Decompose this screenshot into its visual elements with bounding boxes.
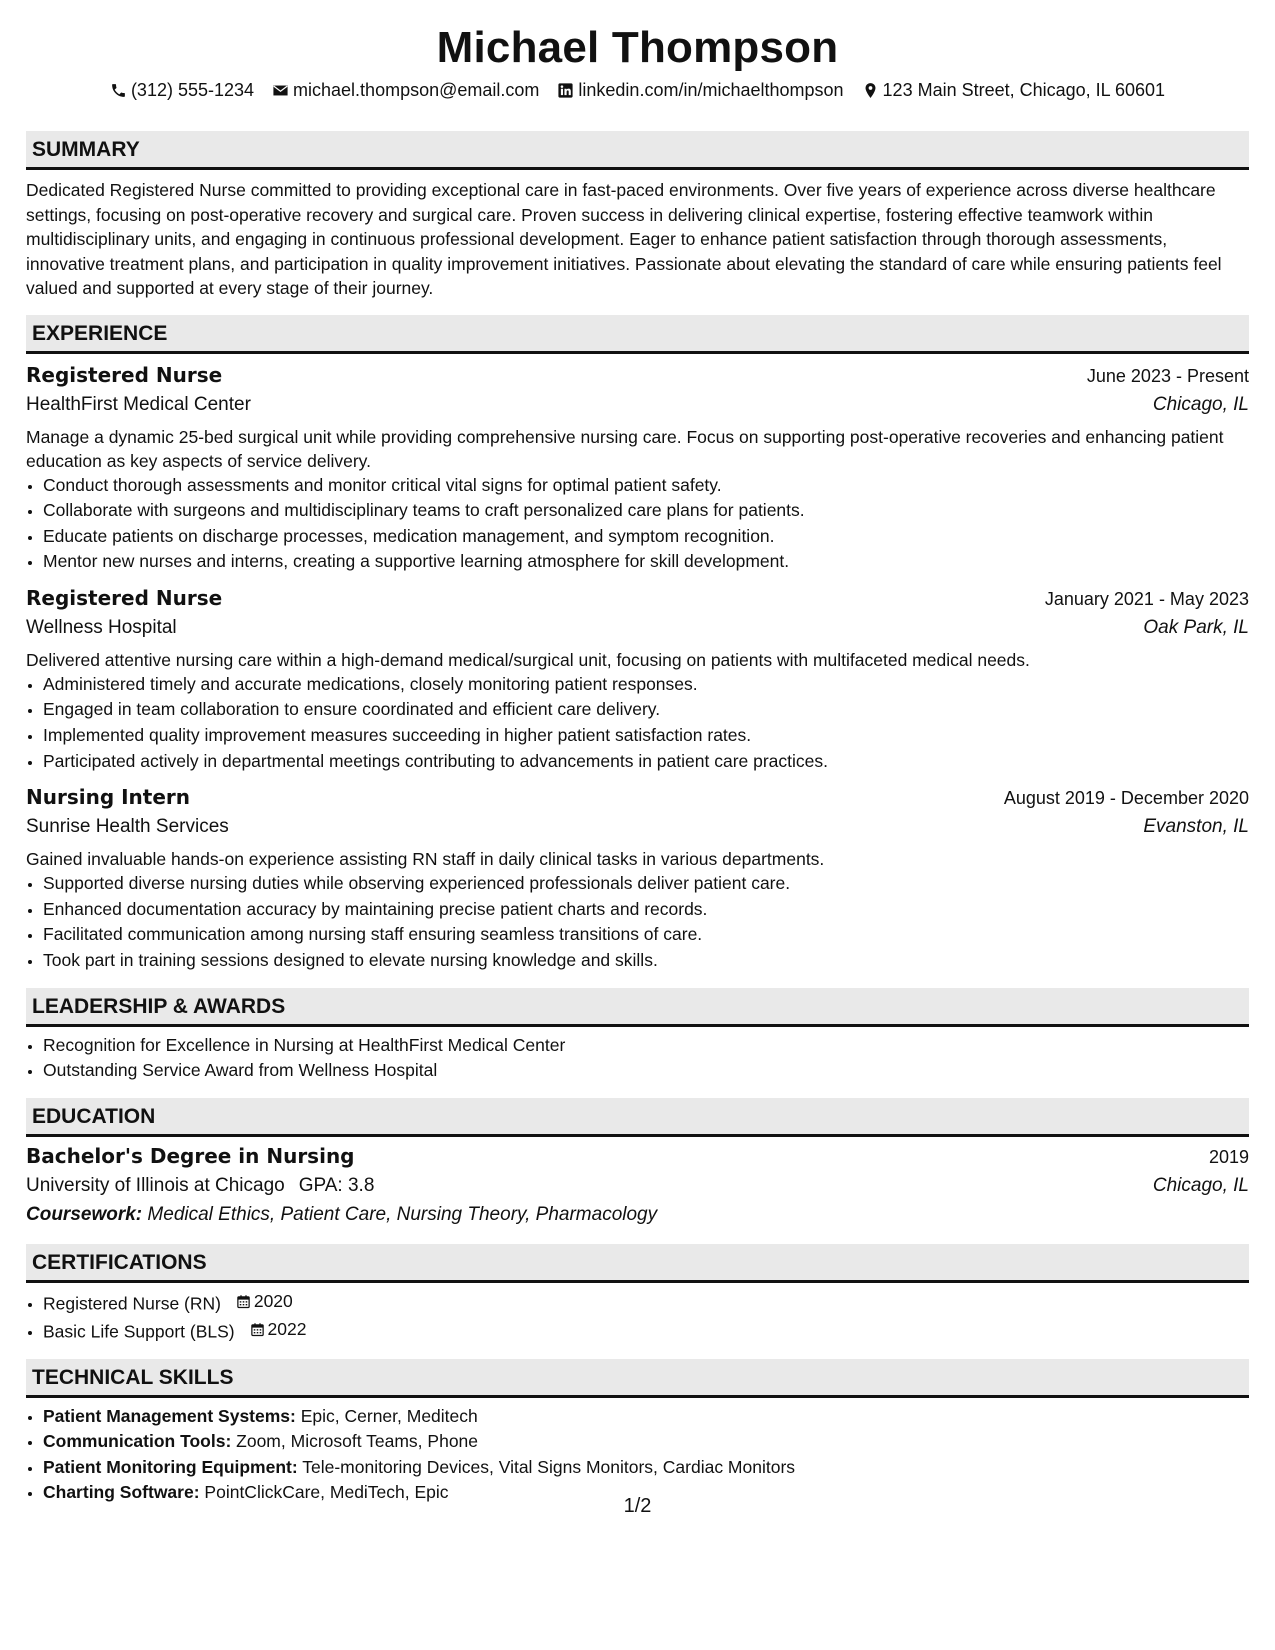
job-organization: HealthFirst Medical Center [26,393,251,415]
list-item [43,1455,1249,1481]
contact-phone [110,78,254,102]
skill-category: Charting Software: [43,1482,200,1503]
list-item: • Educate patients on discharge processes, medication management, and symptom recognition. [43,524,1249,550]
skill-values: PointClickCare, MediTech, Epic [204,1482,449,1503]
job-bullets [26,473,1249,575]
list-item [43,1289,1249,1317]
job-location: Chicago, IL [1152,393,1249,415]
degree-title: Bachelor's Degree in Nursing [26,1143,355,1168]
skill-category: Patient Management Systems: [43,1405,296,1426]
skill-values: Epic, Cerner, Meditech [300,1405,478,1426]
section-heading-summary: SUMMARY [26,131,1249,170]
job-dates: August 2019 - December 2020 [1003,788,1249,809]
skills-list [26,1404,1249,1506]
list-item: • Implemented quality improvement measures succeeding in higher patient satisfaction rates. [43,723,1249,749]
certification-date [250,1317,307,1343]
summary-text: Dedicated Registered Nurse committed to providing exceptional care in fast-paced environments. Over five years of experience across diverse healthcare settings, focusing on post-operative recovery and surgical care. Proven success in delivering clinical expertise, fostering effective teamwork within multidisciplinary units, and engaging in continuous professional development. Eager to enhance patient satisfaction through thorough assessments, innovative treatment plans, and participation in quality improvement initiatives. Passionate about elevating the standard of care while ensuring patients feel valued and supported at every stage of their journey. [26,180,1222,298]
candidate-name: Michael Thompson [436,23,839,72]
job-organization: Wellness Hospital [26,616,177,638]
education-section [26,1098,1249,1230]
certification-name: Basic Life Support (BLS) [43,1321,235,1341]
section-heading-skills: TECHNICAL SKILLS [26,1359,1249,1398]
certifications-list [26,1289,1249,1345]
skill-category: Patient Monitoring Equipment: [43,1456,298,1477]
graduation-year: 2019 [1208,1146,1249,1167]
section-heading-education: EDUCATION [26,1098,1249,1137]
job-bullets [26,871,1249,973]
contact-linkedin[interactable] [557,78,843,102]
skill-values: Zoom, Microsoft Teams, Phone [236,1431,479,1452]
coursework-label: Coursework: [26,1203,143,1225]
experience-section [26,315,1249,974]
awards-section [26,988,1249,1084]
phone-number: (312) 555-1234 [130,80,255,100]
job-entry [26,583,1249,774]
certification-name: Registered Nurse (RN) [43,1293,221,1314]
envelope-icon [272,82,289,99]
job-title: Registered Nurse [26,585,223,610]
phone-icon [110,82,127,99]
list-item [43,1317,1249,1345]
school-location: Chicago, IL [1152,1174,1249,1196]
list-item [43,1429,1249,1455]
list-item: • Facilitated communication among nursing staff ensuring seamless transitions of care. [43,922,1249,948]
linkedin-icon [557,82,574,99]
section-heading-awards: LEADERSHIP & AWARDS [26,988,1249,1027]
school-line [26,1172,374,1200]
address-text: 123 Main Street, Chicago, IL 60601 [882,80,1166,100]
section-heading-experience: EXPERIENCE [26,315,1249,354]
job-dates: January 2021 - May 2023 [1044,588,1249,609]
contact-address [862,78,1166,102]
job-description: Gained invaluable hands-on experience assisting RN staff in daily clinical tasks in various departments. [26,849,825,870]
certification-date [236,1289,293,1315]
list-item: • Enhanced documentation accuracy by maintaining precise patient charts and records. [43,897,1249,923]
school-name: University of Illinois at Chicago [26,1174,285,1196]
list-item: • Conduct thorough assessments and monitor critical vital signs for optimal patient safety. [43,473,1249,499]
list-item: • Mentor new nurses and interns, creating a supportive learning atmosphere for skill development. [43,549,1249,575]
awards-list [26,1033,1249,1084]
gpa: GPA: 3.8 [298,1174,375,1196]
contact-bar [26,78,1249,102]
coursework [26,1200,1249,1230]
list-item: • Participated actively in departmental meetings contributing to advancements in patient care practices. [43,749,1249,775]
job-dates: June 2023 - Present [1086,365,1249,386]
list-item: • Recognition for Excellence in Nursing at HealthFirst Medical Center [43,1033,1249,1059]
list-item: • Outstanding Service Award from Wellness Hospital [43,1058,1249,1084]
job-location: Evanston, IL [1143,816,1249,838]
job-location: Oak Park, IL [1143,616,1249,638]
job-title: Registered Nurse [26,362,223,387]
page-indicator: 1/2 [623,1495,652,1517]
list-item: • Administered timely and accurate medications, closely monitoring patient responses. [43,672,1249,698]
list-item: • Collaborate with surgeons and multidisciplinary teams to craft personalized care plans for patients. [43,498,1249,524]
list-item: • Supported diverse nursing duties while observing experienced professionals deliver patient care. [43,871,1249,897]
summary-section [26,131,1249,301]
certification-year: 2022 [267,1318,307,1339]
list-item [43,1404,1249,1430]
education-entry [26,1141,1249,1230]
job-title: Nursing Intern [26,785,191,810]
job-bullets [26,672,1249,774]
certifications-section [26,1244,1249,1345]
job-organization: Sunrise Health Services [26,816,229,838]
skill-values: Tele-monitoring Devices, Vital Signs Monitors, Cardiac Monitors [302,1456,796,1477]
calendar-icon [236,1294,251,1309]
email-link[interactable]: michael.thompson@email.com [293,80,540,100]
list-item: • Engaged in team collaboration to ensure coordinated and efficient care delivery. [43,697,1249,723]
job-description: Delivered attentive nursing care within a high-demand medical/surgical unit, focusing on patients with multifaceted medical needs. [26,649,1030,670]
list-item: • Took part in training sessions designed to elevate nursing knowledge and skills. [43,948,1249,974]
skills-section [26,1359,1249,1506]
certification-year: 2020 [253,1290,293,1311]
coursework-list: Medical Ethics, Patient Care, Nursing Theory, Pharmacology [147,1203,658,1225]
section-heading-certifications: CERTIFICATIONS [26,1244,1249,1283]
linkedin-link[interactable]: linkedin.com/in/michaelthompson [578,80,844,100]
calendar-icon [250,1322,265,1337]
map-pin-icon [862,82,879,99]
job-entry [26,360,1249,575]
job-entry [26,782,1249,973]
contact-email[interactable] [272,78,539,102]
job-description: Manage a dynamic 25-bed surgical unit while providing comprehensive nursing care. Focus on supporting post-operative recoveries and enhancing patient education as key aspects of service delivery. [26,426,1224,471]
skill-category: Communication Tools: [43,1431,232,1452]
